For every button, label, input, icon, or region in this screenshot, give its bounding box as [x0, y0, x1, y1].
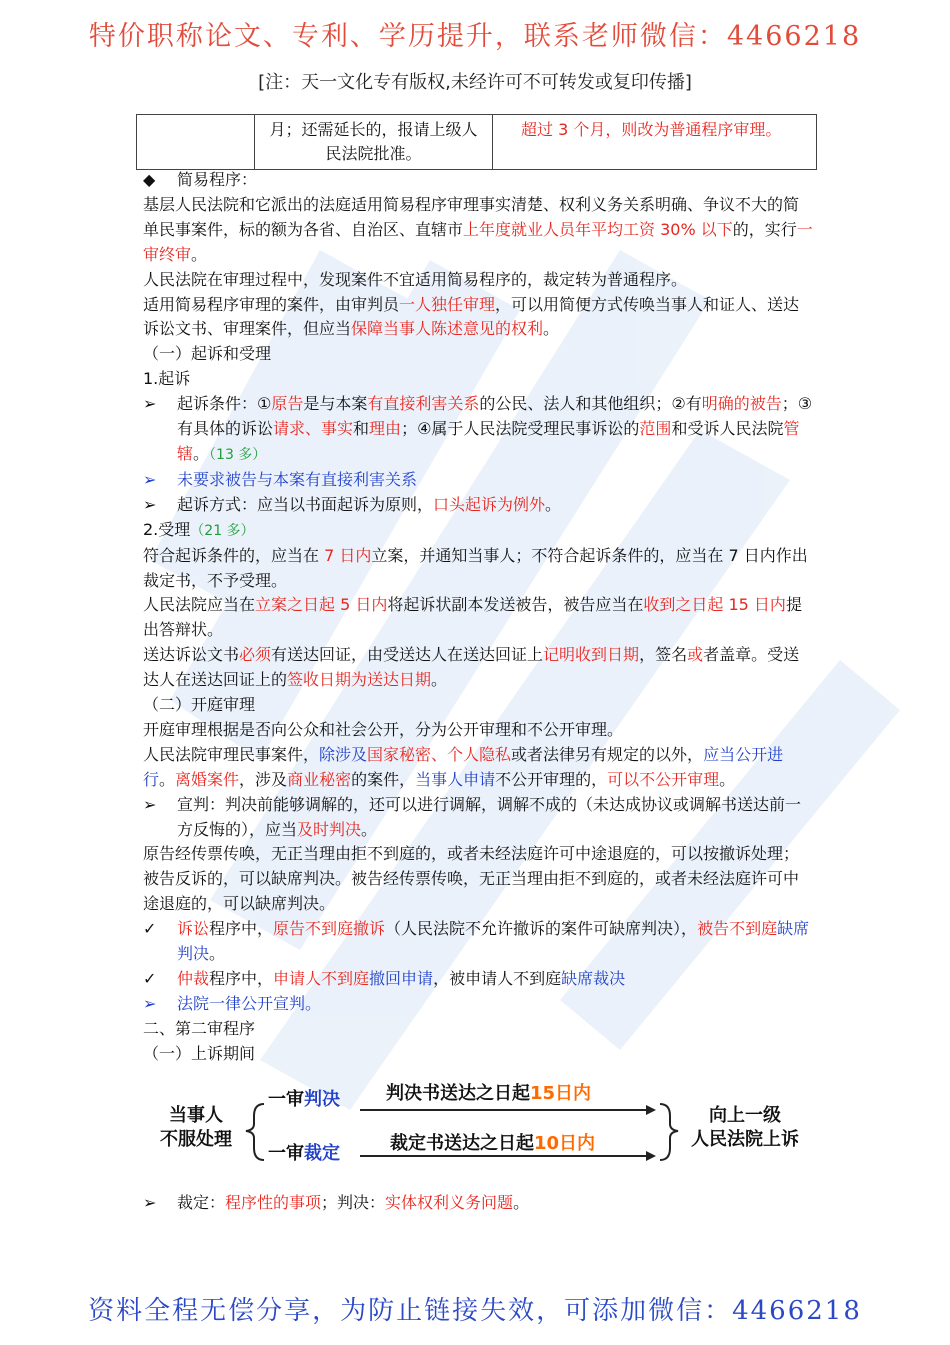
bottom-banner: 资料全程无偿分享，为防止链接失效，可添加微信：4466218 — [88, 1296, 862, 1326]
simple-paragraph-2: 人民法院在审理过程中，发现案件不宜适用简易程序的，裁定转为普通程序。 — [143, 269, 688, 289]
arrow-icon: ➢ — [143, 494, 157, 514]
document-body — [143, 168, 813, 1067]
filing-method: ➢ 起诉方式：应当以书面起诉为原则，口头起诉为例外。 — [143, 493, 813, 518]
arbitration-check: ✓ 仲裁程序中，申请人不到庭撤回申请，被申请人不到庭缺席裁决 — [143, 967, 813, 992]
appeal-period-diagram — [148, 1082, 818, 1172]
table-cell-line: 民法院批准。 — [325, 144, 422, 163]
part-heading-second-instance: 二、第二审程序 — [143, 1018, 256, 1038]
check-icon: ✓ — [143, 919, 157, 939]
simple-heading: 简易程序： — [177, 170, 258, 189]
branch-ruling: 一审裁定 — [268, 1143, 340, 1164]
branch-judgment: 一审判决 — [268, 1089, 340, 1110]
arrow-icon: ➢ — [143, 993, 157, 1013]
subheading-acceptance: 2.受理（21 多） — [143, 519, 255, 539]
top-banner: 特价职称论文、专利、学历提升，联系老师微信：4466218 — [88, 21, 862, 52]
table-cell-period — [255, 115, 493, 170]
arrow-icon: ➢ — [143, 394, 157, 414]
table-fragment — [136, 114, 817, 170]
branch-ruling-period: 裁定书送达之日起10日内 — [390, 1133, 596, 1154]
section-heading-appeal: （一）上诉期间 — [143, 1043, 256, 1063]
diagram-right-label: 向上一级 人民法院上诉 — [691, 1105, 799, 1150]
arrow-icon: ➢ — [143, 1193, 157, 1212]
verdict-note: ➢ 宣判：判决前能够调解的，还可以进行调解，调解不成的（未达成协议或调解书送达前一方反悔的），应当及时判决。 — [143, 794, 802, 839]
right-brace — [660, 1104, 678, 1160]
check-icon: ✓ — [143, 969, 157, 988]
public-verdict-note: ➢ 法院一律公开宣判。 — [143, 992, 813, 1017]
no-interest-note: ➢ 未要求被告与本案有直接利害关系 — [143, 468, 813, 493]
table-cell-line: 月；还需延长的，报请上级人 — [269, 120, 478, 139]
absence-paragraph: 原告经传票传唤，无正当理由拒不到庭的，或者未经法庭许可中途退庭的，可以按撤诉处理；被告反诉的，可以缺席判决。被告经传票传唤，无正当理由拒不到庭的，或者未经法庭许可中途退庭的，可以缺席判决。 — [143, 844, 800, 914]
branch-judgment-period: 判决书送达之日起15日内 — [386, 1083, 592, 1104]
section-heading-trial: （二）开庭审理 — [143, 695, 256, 715]
ruling-vs-judgment-note: ➢ 裁定：程序性的事项；判决：实体权利义务问题。 — [143, 1193, 530, 1212]
table-cell-empty — [137, 115, 255, 170]
section-heading-filing: （一）起诉和受理 — [143, 344, 272, 364]
trial-paragraph-2: 人民法院审理民事案件，除涉及国家秘密、个人隐私或者法律另有规定的以外，应当公开进行。离婚案件，涉及商业秘密的案件，当事人申请不公开审理的，可以不公开审理。 — [143, 744, 784, 789]
arrow-icon: ➢ — [143, 469, 157, 489]
table-row — [137, 115, 817, 170]
acceptance-paragraph-2: 人民法院应当在立案之日起 5 日内将起诉状副本发送被告，被告应当在收到之日起 15 日内提出答辩状。 — [143, 595, 802, 640]
arrow-icon: ➢ — [143, 794, 157, 814]
trial-paragraph-1: 开庭审理根据是否向公众和社会公开，分为公开审理和不公开审理。 — [143, 719, 624, 739]
simple-paragraph-1: 基层人民法院和它派出的法庭适用简易程序审理事实清楚、权利义务关系明确、争议不大的简单民事案件，标的额为各省、自治区、直辖市上年度就业人员年平均工资 30% 以下的，实行一审终审。 — [143, 194, 813, 264]
acceptance-paragraph-3: 送达诉讼文书必须有送达回证，由受送达人在送达回证上记明收到日期，签名或者盖章。受送达人在送达回证上的签收日期为送达日期。 — [143, 645, 800, 690]
left-brace — [246, 1104, 264, 1160]
arrowhead-judgment — [646, 1105, 656, 1115]
arrowhead-ruling — [646, 1151, 656, 1161]
diamond-icon: ◆ — [143, 170, 156, 189]
copyright-notice: [注：天一文化专有版权,未经许可不可转发或复印传播] — [258, 72, 692, 93]
table-cell-note: 超过 3 个月，则改为普通程序审理。 — [493, 115, 817, 170]
filing-conditions: ➢ 起诉条件：①原告是与本案有直接利害关系的公民、法人和其他组织；②有明确的被告；③有具体的诉讼请求、事实和理由；④属于人民法院受理民事诉讼的范围和受诉人民法院管辖。（13 多） — [143, 394, 813, 463]
simple-paragraph-3: 适用简易程序审理的案件，由审判员一人独任审理，可以用简便方式传唤当事人和证人、送达诉讼文书、审理案件，但应当保障当事人陈述意见的权利。 — [143, 294, 800, 339]
acceptance-paragraph-1: 符合起诉条件的，应当在 7 日内立案，并通知当事人；不符合起诉条件的，应当在 7 日内作出裁定书，不予受理。 — [143, 545, 808, 590]
litigation-check: ✓ 诉讼程序中，原告不到庭撤诉（人民法院不允许撤诉的案件可缺席判决），被告不到庭缺席判决。 — [143, 919, 810, 964]
subheading-filing: 1.起诉 — [143, 369, 191, 389]
diagram-left-label: 当事人 不服处理 — [160, 1105, 232, 1150]
